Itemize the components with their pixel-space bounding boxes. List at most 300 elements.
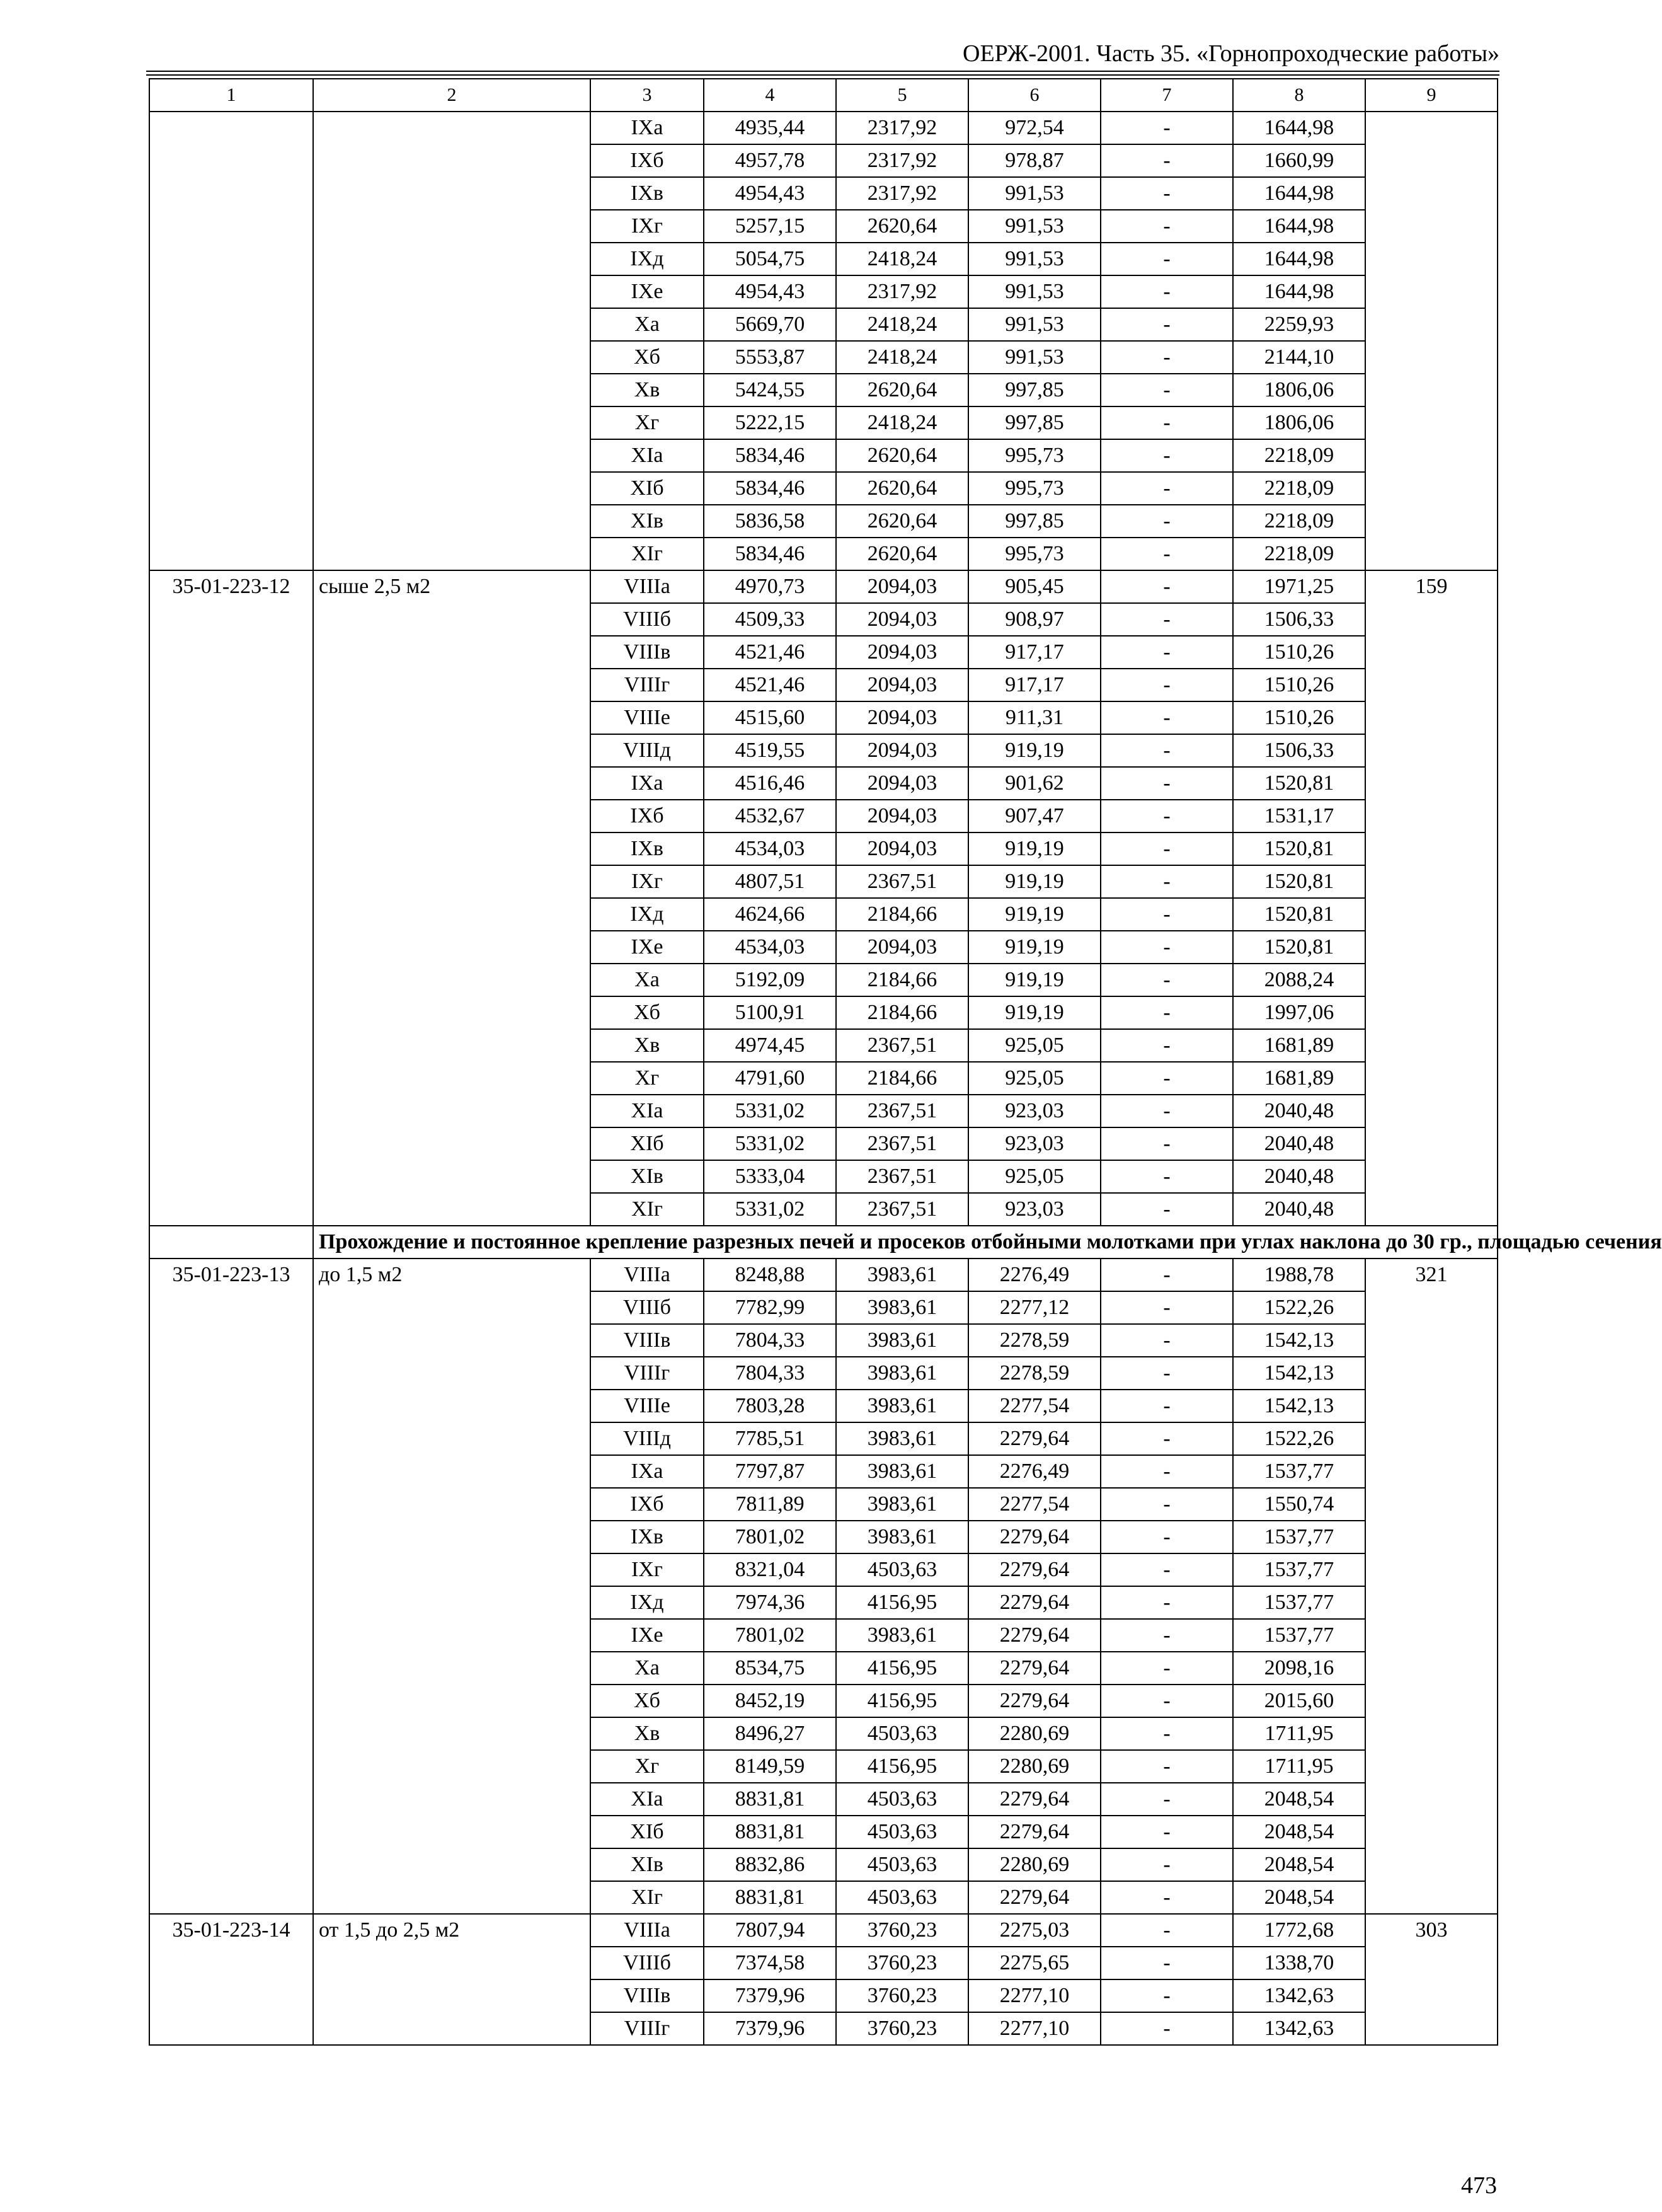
table-cell: 2620,64 bbox=[836, 374, 968, 406]
table-cell: 917,17 bbox=[968, 636, 1101, 669]
table-cell: 1997,06 bbox=[1233, 996, 1365, 1029]
table-cell: ХIв bbox=[590, 1160, 704, 1193]
table-cell: 991,53 bbox=[968, 210, 1101, 243]
table-cell: 1644,98 bbox=[1233, 112, 1365, 144]
table-cell: 919,19 bbox=[968, 964, 1101, 996]
table-cell: - bbox=[1101, 865, 1233, 898]
table-cell: 2278,59 bbox=[968, 1357, 1101, 1390]
table-cell: ХIб bbox=[590, 472, 704, 505]
table-cell: 2279,64 bbox=[968, 1685, 1101, 1717]
table-cell: 1520,81 bbox=[1233, 898, 1365, 931]
table-cell: 8452,19 bbox=[704, 1685, 836, 1717]
table-cell: 4532,67 bbox=[704, 800, 836, 832]
table-cell: - bbox=[1101, 898, 1233, 931]
table-cell: 1550,74 bbox=[1233, 1488, 1365, 1521]
table-cell: VIIIг bbox=[590, 2012, 704, 2045]
column-number: 4 bbox=[704, 79, 836, 112]
norm-name bbox=[313, 112, 590, 570]
header-rule-thin bbox=[146, 74, 1499, 76]
table-cell: 8149,59 bbox=[704, 1750, 836, 1783]
table-cell: 997,85 bbox=[968, 505, 1101, 538]
table-cell: IХв bbox=[590, 177, 704, 210]
table-cell: 2048,54 bbox=[1233, 1816, 1365, 1848]
table-cell: IХа bbox=[590, 112, 704, 144]
table-cell: 7804,33 bbox=[704, 1324, 836, 1357]
table-cell: 1520,81 bbox=[1233, 865, 1365, 898]
table-cell: 8831,81 bbox=[704, 1816, 836, 1848]
table-cell: 4624,66 bbox=[704, 898, 836, 931]
table-cell: 2620,64 bbox=[836, 538, 968, 570]
table-cell: 901,62 bbox=[968, 767, 1101, 800]
table-cell: 919,19 bbox=[968, 865, 1101, 898]
table-cell: - bbox=[1101, 832, 1233, 865]
table-cell: 2317,92 bbox=[836, 177, 968, 210]
table-cell: IХг bbox=[590, 865, 704, 898]
table-cell: 2094,03 bbox=[836, 669, 968, 701]
table-cell: 2418,24 bbox=[836, 243, 968, 275]
table-cell: - bbox=[1101, 341, 1233, 374]
table-cell: - bbox=[1101, 1324, 1233, 1357]
table-cell: 8248,88 bbox=[704, 1259, 836, 1291]
norm-name: сыше 2,5 м2 bbox=[313, 570, 590, 1226]
table-cell: 919,19 bbox=[968, 832, 1101, 865]
table-cell: 925,05 bbox=[968, 1160, 1101, 1193]
section-heading-row bbox=[149, 1226, 1498, 1259]
table-cell: 2367,51 bbox=[836, 1160, 968, 1193]
table-cell: - bbox=[1101, 1029, 1233, 1062]
table-cell: - bbox=[1101, 177, 1233, 210]
table-cell: 3760,23 bbox=[836, 1979, 968, 2012]
table-cell: 4957,78 bbox=[704, 144, 836, 177]
table-cell: - bbox=[1101, 931, 1233, 964]
table-cell: - bbox=[1101, 1390, 1233, 1422]
table-cell: 1522,26 bbox=[1233, 1422, 1365, 1455]
table-cell: - bbox=[1101, 1259, 1233, 1291]
table-cell: 5553,87 bbox=[704, 341, 836, 374]
column-number: 3 bbox=[590, 79, 704, 112]
table-cell: 919,19 bbox=[968, 996, 1101, 1029]
table-cell: - bbox=[1101, 570, 1233, 603]
column-number: 1 bbox=[149, 79, 313, 112]
table-cell: VIIIб bbox=[590, 1291, 704, 1324]
table-cell: IХа bbox=[590, 767, 704, 800]
table-cell: 1971,25 bbox=[1233, 570, 1365, 603]
table-cell: 2094,03 bbox=[836, 767, 968, 800]
table-cell: - bbox=[1101, 669, 1233, 701]
table-cell: 1506,33 bbox=[1233, 734, 1365, 767]
table-cell: - bbox=[1101, 374, 1233, 406]
table-cell: 2094,03 bbox=[836, 603, 968, 636]
table-cell: 2088,24 bbox=[1233, 964, 1365, 996]
table-cell: IХе bbox=[590, 931, 704, 964]
table-cell: 4807,51 bbox=[704, 865, 836, 898]
table-cell: - bbox=[1101, 505, 1233, 538]
table-cell: Хг bbox=[590, 1750, 704, 1783]
table-cell: 7785,51 bbox=[704, 1422, 836, 1455]
table-cell: 2094,03 bbox=[836, 832, 968, 865]
table-cell: 919,19 bbox=[968, 734, 1101, 767]
table-cell: - bbox=[1101, 734, 1233, 767]
table-cell: - bbox=[1101, 636, 1233, 669]
table-cell: 4503,63 bbox=[836, 1553, 968, 1586]
table-cell: 2277,54 bbox=[968, 1390, 1101, 1422]
table-cell: 5424,55 bbox=[704, 374, 836, 406]
table-cell: 4970,73 bbox=[704, 570, 836, 603]
table-cell: 1537,77 bbox=[1233, 1553, 1365, 1586]
table-cell: 2048,54 bbox=[1233, 1881, 1365, 1914]
table-cell: 1510,26 bbox=[1233, 636, 1365, 669]
table-cell: IХб bbox=[590, 800, 704, 832]
table-cell: - bbox=[1101, 112, 1233, 144]
table-cell: IХг bbox=[590, 1553, 704, 1586]
table-cell: 3983,61 bbox=[836, 1357, 968, 1390]
table-cell: 2015,60 bbox=[1233, 1685, 1365, 1717]
table-cell: 991,53 bbox=[968, 177, 1101, 210]
table-cell: 4935,44 bbox=[704, 112, 836, 144]
table-cell: 995,73 bbox=[968, 439, 1101, 472]
table-cell: - bbox=[1101, 1422, 1233, 1455]
table-cell: - bbox=[1101, 1979, 1233, 2012]
table-cell: ХIг bbox=[590, 1881, 704, 1914]
table-cell: 3983,61 bbox=[836, 1521, 968, 1553]
table-row bbox=[149, 1914, 1498, 1947]
table-cell: - bbox=[1101, 1095, 1233, 1127]
table-cell: 2184,66 bbox=[836, 1062, 968, 1095]
table-cell: 2279,64 bbox=[968, 1521, 1101, 1553]
table-cell: 5836,58 bbox=[704, 505, 836, 538]
table-cell: 2040,48 bbox=[1233, 1127, 1365, 1160]
table-cell: Хв bbox=[590, 1029, 704, 1062]
table-cell: 2620,64 bbox=[836, 210, 968, 243]
table-cell: 1520,81 bbox=[1233, 931, 1365, 964]
table-cell: 4954,43 bbox=[704, 275, 836, 308]
table-cell: VIIIд bbox=[590, 1422, 704, 1455]
table-cell: 4503,63 bbox=[836, 1783, 968, 1816]
table-cell: 2218,09 bbox=[1233, 439, 1365, 472]
table-cell: ХIв bbox=[590, 1848, 704, 1881]
column-number-row bbox=[149, 79, 1498, 112]
table-cell: - bbox=[1101, 1586, 1233, 1619]
section-spacer bbox=[149, 1226, 313, 1259]
table-cell: 1681,89 bbox=[1233, 1029, 1365, 1062]
table-cell: 1520,81 bbox=[1233, 767, 1365, 800]
table-cell: IХд bbox=[590, 898, 704, 931]
table-cell: - bbox=[1101, 538, 1233, 570]
table-cell: 8496,27 bbox=[704, 1717, 836, 1750]
table-cell: 7801,02 bbox=[704, 1619, 836, 1652]
table-cell: 919,19 bbox=[968, 931, 1101, 964]
table-cell: 2218,09 bbox=[1233, 472, 1365, 505]
table-cell: 991,53 bbox=[968, 341, 1101, 374]
table-cell: 8831,81 bbox=[704, 1783, 836, 1816]
table-cell: - bbox=[1101, 1914, 1233, 1947]
table-cell: 1644,98 bbox=[1233, 177, 1365, 210]
table-cell: 7379,96 bbox=[704, 1979, 836, 2012]
table-cell: 8832,86 bbox=[704, 1848, 836, 1881]
table-cell: 1988,78 bbox=[1233, 1259, 1365, 1291]
table-cell: ХIг bbox=[590, 538, 704, 570]
labor-cost: 303 bbox=[1365, 1914, 1498, 2045]
table-cell: ХIб bbox=[590, 1816, 704, 1848]
table-cell: 3983,61 bbox=[836, 1324, 968, 1357]
table-cell: 2098,16 bbox=[1233, 1652, 1365, 1685]
table-cell: 2048,54 bbox=[1233, 1783, 1365, 1816]
table-cell: - bbox=[1101, 1783, 1233, 1816]
table-cell: 917,17 bbox=[968, 669, 1101, 701]
table-cell: 3983,61 bbox=[836, 1291, 968, 1324]
table-cell: 3760,23 bbox=[836, 1947, 968, 1979]
table-cell: 978,87 bbox=[968, 144, 1101, 177]
table-cell: 4509,33 bbox=[704, 603, 836, 636]
table-cell: - bbox=[1101, 701, 1233, 734]
table-body bbox=[149, 79, 1662, 2045]
table-cell: - bbox=[1101, 1193, 1233, 1226]
table-cell: 997,85 bbox=[968, 406, 1101, 439]
table-cell: 2279,64 bbox=[968, 1881, 1101, 1914]
table-cell: - bbox=[1101, 243, 1233, 275]
table-cell: 1506,33 bbox=[1233, 603, 1365, 636]
table-cell: 7801,02 bbox=[704, 1521, 836, 1553]
column-number: 7 bbox=[1101, 79, 1233, 112]
table-cell: 5331,02 bbox=[704, 1193, 836, 1226]
rates-table bbox=[149, 78, 1662, 2046]
table-cell: - bbox=[1101, 1685, 1233, 1717]
table-cell: 2277,10 bbox=[968, 1979, 1101, 2012]
table-cell: Ха bbox=[590, 308, 704, 341]
table-cell: VIIIд bbox=[590, 734, 704, 767]
table-cell: 2279,64 bbox=[968, 1619, 1101, 1652]
table-cell: 4534,03 bbox=[704, 832, 836, 865]
table-cell: - bbox=[1101, 1717, 1233, 1750]
table-cell: 2367,51 bbox=[836, 1095, 968, 1127]
table-cell: 2259,93 bbox=[1233, 308, 1365, 341]
table-cell: 5834,46 bbox=[704, 538, 836, 570]
table-cell: - bbox=[1101, 800, 1233, 832]
table-cell: 2094,03 bbox=[836, 800, 968, 832]
table-cell: 2276,49 bbox=[968, 1259, 1101, 1291]
table-cell: VIIIв bbox=[590, 1979, 704, 2012]
table-cell: Хб bbox=[590, 341, 704, 374]
table-cell: 2048,54 bbox=[1233, 1848, 1365, 1881]
table-cell: 2418,24 bbox=[836, 406, 968, 439]
table-cell: 2367,51 bbox=[836, 1029, 968, 1062]
norm-code: 35-01-223-14 bbox=[149, 1914, 313, 2045]
table-cell: 5834,46 bbox=[704, 472, 836, 505]
table-cell: 905,45 bbox=[968, 570, 1101, 603]
table-cell: 1542,13 bbox=[1233, 1324, 1365, 1357]
table-cell: 2620,64 bbox=[836, 505, 968, 538]
norm-name: до 1,5 м2 bbox=[313, 1259, 590, 1914]
table-cell: - bbox=[1101, 1455, 1233, 1488]
table-cell: 4503,63 bbox=[836, 1816, 968, 1848]
table-cell: - bbox=[1101, 1488, 1233, 1521]
table-cell: 2275,65 bbox=[968, 1947, 1101, 1979]
table-cell: 2620,64 bbox=[836, 472, 968, 505]
table-cell: 4521,46 bbox=[704, 636, 836, 669]
table-cell: IХе bbox=[590, 275, 704, 308]
table-cell: 8321,04 bbox=[704, 1553, 836, 1586]
table-cell: Ха bbox=[590, 964, 704, 996]
table-cell: 2184,66 bbox=[836, 964, 968, 996]
table-cell: IХд bbox=[590, 243, 704, 275]
table-cell: 1711,95 bbox=[1233, 1750, 1365, 1783]
table-cell: 3760,23 bbox=[836, 2012, 968, 2045]
table-cell: 1711,95 bbox=[1233, 1717, 1365, 1750]
table-cell: - bbox=[1101, 1291, 1233, 1324]
table-cell: 4156,95 bbox=[836, 1586, 968, 1619]
table-cell: ХIа bbox=[590, 439, 704, 472]
table-cell: 2094,03 bbox=[836, 701, 968, 734]
table-cell: - bbox=[1101, 1881, 1233, 1914]
table-cell: 2094,03 bbox=[836, 636, 968, 669]
table-cell: 2279,64 bbox=[968, 1586, 1101, 1619]
column-number: 6 bbox=[968, 79, 1101, 112]
table-cell: 1537,77 bbox=[1233, 1521, 1365, 1553]
column-number: 8 bbox=[1233, 79, 1365, 112]
table-cell: 2184,66 bbox=[836, 996, 968, 1029]
table-cell: 5257,15 bbox=[704, 210, 836, 243]
table-cell: Хб bbox=[590, 1685, 704, 1717]
table-cell: VIIIе bbox=[590, 1390, 704, 1422]
table-cell: 923,03 bbox=[968, 1193, 1101, 1226]
table-cell: 2317,92 bbox=[836, 144, 968, 177]
table-cell: IХв bbox=[590, 1521, 704, 1553]
table-cell: 7807,94 bbox=[704, 1914, 836, 1947]
table-cell: 995,73 bbox=[968, 472, 1101, 505]
table-cell: 2418,24 bbox=[836, 341, 968, 374]
table-cell: Хв bbox=[590, 1717, 704, 1750]
page-header: ОЕРЖ-2001. Часть 35. «Горнопроходческие работы» bbox=[963, 40, 1499, 67]
table-cell: 4503,63 bbox=[836, 1717, 968, 1750]
table-cell: VIIIб bbox=[590, 603, 704, 636]
table-cell: 1342,63 bbox=[1233, 2012, 1365, 2045]
table-cell: 2184,66 bbox=[836, 898, 968, 931]
table-cell: 1644,98 bbox=[1233, 243, 1365, 275]
table-cell: - bbox=[1101, 1553, 1233, 1586]
table-cell: 2218,09 bbox=[1233, 505, 1365, 538]
table-cell: 2040,48 bbox=[1233, 1160, 1365, 1193]
table-cell: 4521,46 bbox=[704, 669, 836, 701]
table-cell: 1537,77 bbox=[1233, 1619, 1365, 1652]
table-cell: 1510,26 bbox=[1233, 669, 1365, 701]
table-cell: 2094,03 bbox=[836, 734, 968, 767]
table-cell: 991,53 bbox=[968, 308, 1101, 341]
table-cell: Хб bbox=[590, 996, 704, 1029]
table-cell: 1522,26 bbox=[1233, 1291, 1365, 1324]
table-cell: - bbox=[1101, 1521, 1233, 1553]
table-cell: 2317,92 bbox=[836, 112, 968, 144]
table-cell: 911,31 bbox=[968, 701, 1101, 734]
table-cell: 991,53 bbox=[968, 275, 1101, 308]
table-cell: 1542,13 bbox=[1233, 1357, 1365, 1390]
table-cell: 2280,69 bbox=[968, 1717, 1101, 1750]
table-row bbox=[149, 1259, 1498, 1291]
table-cell: 5192,09 bbox=[704, 964, 836, 996]
table-cell: ХIв bbox=[590, 505, 704, 538]
table-cell: 2367,51 bbox=[836, 1127, 968, 1160]
table-cell: 7797,87 bbox=[704, 1455, 836, 1488]
norm-code bbox=[149, 112, 313, 570]
table-cell: 1338,70 bbox=[1233, 1947, 1365, 1979]
table-cell: 4156,95 bbox=[836, 1750, 968, 1783]
table-cell: 4515,60 bbox=[704, 701, 836, 734]
table-cell: 8831,81 bbox=[704, 1881, 836, 1914]
table-cell: 1806,06 bbox=[1233, 374, 1365, 406]
table-cell: IХе bbox=[590, 1619, 704, 1652]
table-cell: 5054,75 bbox=[704, 243, 836, 275]
section-heading: Прохождение и постоянное крепление разрезных печей и просеков отбойными молотками при углах наклона до 30 гр., площадью сечения bbox=[313, 1226, 1498, 1259]
table-cell: 2218,09 bbox=[1233, 538, 1365, 570]
table-cell: 2279,64 bbox=[968, 1422, 1101, 1455]
table-cell: 2094,03 bbox=[836, 931, 968, 964]
table-cell: 1806,06 bbox=[1233, 406, 1365, 439]
table-cell: 4974,45 bbox=[704, 1029, 836, 1062]
table-cell: 919,19 bbox=[968, 898, 1101, 931]
table-cell: - bbox=[1101, 767, 1233, 800]
table-cell: 2367,51 bbox=[836, 1193, 968, 1226]
table-cell: 2094,03 bbox=[836, 570, 968, 603]
table-cell: - bbox=[1101, 439, 1233, 472]
table-cell: - bbox=[1101, 1160, 1233, 1193]
table-cell: 995,73 bbox=[968, 538, 1101, 570]
table-cell: - bbox=[1101, 1127, 1233, 1160]
table-cell: 991,53 bbox=[968, 243, 1101, 275]
table-cell: 5331,02 bbox=[704, 1095, 836, 1127]
table-cell: Хв bbox=[590, 374, 704, 406]
table-cell: 2040,48 bbox=[1233, 1095, 1365, 1127]
table-cell: 1660,99 bbox=[1233, 144, 1365, 177]
table-cell: - bbox=[1101, 964, 1233, 996]
table-cell: 5222,15 bbox=[704, 406, 836, 439]
table-cell: - bbox=[1101, 1947, 1233, 1979]
table-cell: - bbox=[1101, 2012, 1233, 2045]
column-number: 9 bbox=[1365, 79, 1498, 112]
table-cell: 2275,03 bbox=[968, 1914, 1101, 1947]
table-cell: 2620,64 bbox=[836, 439, 968, 472]
table-cell: ХIа bbox=[590, 1783, 704, 1816]
labor-cost: 159 bbox=[1365, 570, 1498, 1226]
table-cell: 2278,59 bbox=[968, 1324, 1101, 1357]
table-row bbox=[149, 112, 1498, 144]
table-cell: 2277,54 bbox=[968, 1488, 1101, 1521]
table-cell: 2144,10 bbox=[1233, 341, 1365, 374]
table-cell: 3983,61 bbox=[836, 1422, 968, 1455]
table-cell: IХа bbox=[590, 1455, 704, 1488]
table-cell: 2280,69 bbox=[968, 1750, 1101, 1783]
norm-name: от 1,5 до 2,5 м2 bbox=[313, 1914, 590, 2045]
table-cell: 1537,77 bbox=[1233, 1455, 1365, 1488]
column-number: 2 bbox=[313, 79, 590, 112]
table-cell: 5669,70 bbox=[704, 308, 836, 341]
page-number: 473 bbox=[1461, 2172, 1497, 2199]
table-cell: 3760,23 bbox=[836, 1914, 968, 1947]
table-cell: VIIIг bbox=[590, 669, 704, 701]
table-cell: 4156,95 bbox=[836, 1652, 968, 1685]
table-cell: 908,97 bbox=[968, 603, 1101, 636]
table-cell: 2279,64 bbox=[968, 1652, 1101, 1685]
table-cell: 1772,68 bbox=[1233, 1914, 1365, 1947]
table-cell: ХIа bbox=[590, 1095, 704, 1127]
table-cell: 2277,10 bbox=[968, 2012, 1101, 2045]
table-cell: 997,85 bbox=[968, 374, 1101, 406]
table-cell: 7374,58 bbox=[704, 1947, 836, 1979]
table-cell: 2317,92 bbox=[836, 275, 968, 308]
table-cell: IХг bbox=[590, 210, 704, 243]
table-cell: 972,54 bbox=[968, 112, 1101, 144]
table-cell: 5333,04 bbox=[704, 1160, 836, 1193]
table-cell: - bbox=[1101, 603, 1233, 636]
table-cell: VIIIа bbox=[590, 570, 704, 603]
